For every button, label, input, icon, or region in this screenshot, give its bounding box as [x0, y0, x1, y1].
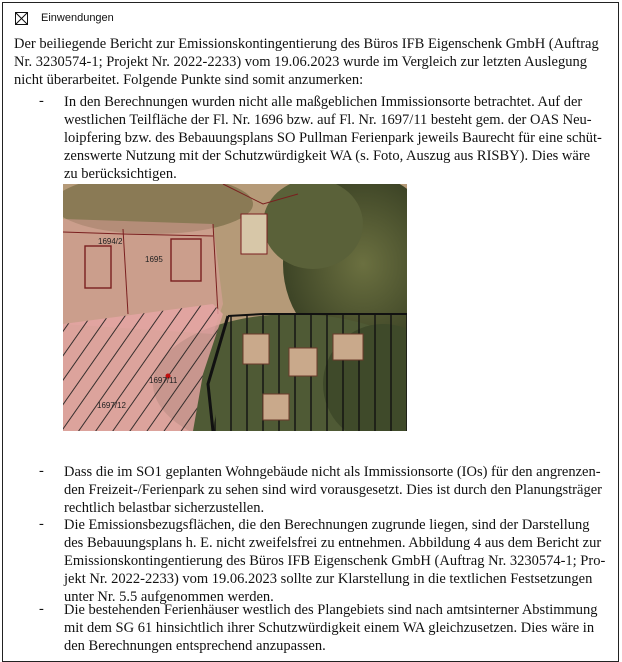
bullet-item-so1-residences: [64, 463, 612, 517]
bullet-line: den Freizeit-/Ferienpark zu sehen sind wird vorausgesetzt. Dies ist durch den Planungsträger: [64, 482, 602, 498]
document-frame: [2, 2, 619, 662]
bullet-item-holiday-homes: [64, 601, 612, 655]
bullet-marker: -: [39, 601, 44, 617]
bullet-line: zenswerte Nutzung mit der Schutzwürdigkeit WA (s. Foto, Auszug aus RISBY). Dies wäre: [64, 148, 591, 164]
bullet-line: mit dem SG 61 hinsichtlich ihrer Schutzwürdigkeit einem WA gleichzusetzen. Dies wäre in: [64, 620, 595, 636]
bullet-line: loipfering bzw. des Bebauungsplans SO Pullman Ferienpark jeweils Baurecht für eine schüt-: [64, 130, 602, 146]
intro-line: nicht überarbeitet. Folgende Punkte sind somit anzumerken:: [14, 72, 364, 88]
bullet-line: Dass die im SO1 geplanten Wohngebäude nicht als Immissionsorte (IOs) für den angrenzen-: [64, 464, 601, 480]
intro-paragraph: [14, 35, 614, 89]
bullet-line: westlichen Teilfläche der Fl. Nr. 1696 bzw. auf Fl. Nr. 1697/11 besteht gem. der OAS Neu-: [64, 112, 592, 128]
bullet-line: zu berücksichtigen.: [64, 166, 177, 182]
objection-header: [15, 9, 114, 27]
parcel-label: 1697/12: [97, 401, 126, 410]
parcel-label: 1697/11: [149, 376, 178, 385]
bullet-line: Die Emissionsbezugsflächen, die den Berechnungen zugrunde liegen, sind der Darstellung: [64, 517, 590, 533]
intro-line: Der beiliegende Bericht zur Emissionskontingentierung des Büros IFB Eigenschenk GmbH (Auftrag: [14, 36, 599, 52]
bullet-line: jekt Nr. 2022-2233) vom 19.06.2023 sollte zur Klarstellung in die textlichen Festsetzungen: [64, 571, 593, 587]
bullet-line: des Bebauungsplans h. E. nicht zweifelsfrei zu entnehmen. Abbildung 4 aus dem Bericht zur: [64, 535, 602, 551]
bullet-line: rechtlich belastbar sicherzustellen.: [64, 500, 265, 516]
aerial-plan-image: [63, 184, 407, 431]
bullet-line: In den Berechnungen wurden nicht alle maßgeblichen Immissionsorte betrachtet. Auf der: [64, 94, 583, 110]
bullet-line: unter Nr. 5.5 aufgenommen werden.: [64, 589, 274, 605]
parcel-label: 1694/2: [98, 237, 123, 246]
bullet-marker: -: [39, 93, 44, 109]
objection-label: Einwendungen: [41, 12, 114, 24]
bullet-marker: -: [39, 463, 44, 479]
parcel-label: 1695: [145, 255, 163, 264]
bullet-item-immission-points: [64, 93, 612, 183]
bullet-line: Die bestehenden Ferienhäuser westlich des Plangebiets sind nach amtsinterner Abstimmung: [64, 602, 598, 618]
objection-checkbox[interactable]: [15, 12, 28, 25]
intro-line: Nr. 3230574-1; Projekt Nr. 2022-2233) vom 19.06.2023 wurde im Vergleich zur letzten Auslegung: [14, 54, 587, 70]
risby-map-excerpt: [63, 184, 407, 431]
bullet-line: Emissionskontingentierung des Büros IFB Eigenschenk GmbH (Auftrag Nr. 3230574-1; Pro-: [64, 553, 606, 569]
bullet-item-emission-areas: [64, 516, 612, 606]
checkmark-x-icon: [16, 13, 27, 24]
bullet-marker: -: [39, 516, 44, 532]
bullet-line: den Berechnungen entsprechend anzupassen.: [64, 638, 326, 654]
